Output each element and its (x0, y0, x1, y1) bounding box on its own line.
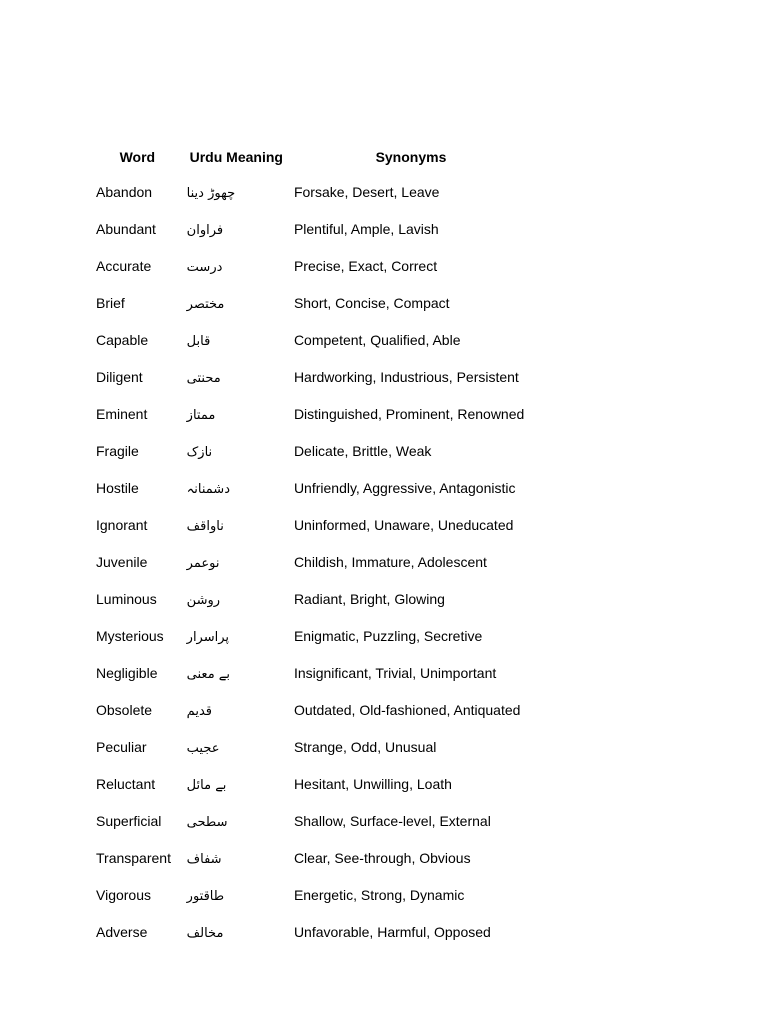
cell-word: Ignorant (96, 517, 148, 533)
cell-synonyms: Clear, See-through, Obvious (293, 850, 471, 866)
cell-urdu-meaning (183, 397, 290, 434)
urdu-text: عجیب (186, 741, 220, 756)
cell-word: Superficial (96, 813, 162, 829)
urdu-text: مختصر (186, 297, 225, 312)
cell-word: Hostile (96, 480, 139, 496)
urdu-text: بے معنی (186, 667, 231, 682)
cell-synonyms: Hardworking, Industrious, Persistent (293, 369, 519, 385)
table-row (92, 212, 532, 249)
cell-word: Vigorous (96, 887, 152, 903)
cell-synonyms: Shallow, Surface-level, External (293, 813, 491, 829)
table-header (92, 140, 532, 175)
cell-urdu-meaning (183, 730, 290, 767)
cell-urdu-meaning (183, 212, 290, 249)
cell-synonyms: Insignificant, Trivial, Unimportant (293, 665, 497, 681)
urdu-text: روشن (186, 593, 221, 608)
cell-urdu-meaning (183, 693, 290, 730)
cell-urdu-meaning (183, 619, 290, 656)
cell-synonyms: Outdated, Old-fashioned, Antiquated (293, 702, 521, 718)
urdu-text: سطحی (186, 815, 228, 830)
cell-urdu-meaning (183, 323, 290, 360)
cell-urdu-meaning (183, 878, 290, 915)
cell-word: Negligible (96, 665, 158, 681)
table-row (92, 878, 532, 915)
cell-synonyms: Hesitant, Unwilling, Loath (293, 776, 452, 792)
table-row (92, 508, 532, 545)
cell-word: Reluctant (96, 776, 156, 792)
cell-urdu-meaning (183, 360, 290, 397)
cell-synonyms: Radiant, Bright, Glowing (293, 591, 445, 607)
table-row (92, 471, 532, 508)
cell-word: Obsolete (96, 702, 153, 718)
cell-word: Juvenile (96, 554, 148, 570)
table-row (92, 286, 532, 323)
cell-word: Luminous (96, 591, 157, 607)
header-word: Word (119, 149, 156, 165)
cell-urdu-meaning (183, 656, 290, 693)
cell-synonyms: Delicate, Brittle, Weak (293, 443, 432, 459)
cell-urdu-meaning (183, 471, 290, 508)
table-row (92, 730, 532, 767)
table-body (92, 175, 532, 952)
cell-urdu-meaning (183, 286, 290, 323)
cell-urdu-meaning (183, 841, 290, 878)
cell-synonyms: Competent, Qualified, Able (293, 332, 461, 348)
table-row (92, 175, 532, 212)
cell-word: Brief (96, 295, 125, 311)
vocabulary-table (92, 140, 532, 952)
table-row (92, 434, 532, 471)
cell-word: Accurate (96, 258, 152, 274)
table-row (92, 249, 532, 286)
cell-urdu-meaning (183, 249, 290, 286)
cell-synonyms: Short, Concise, Compact (293, 295, 450, 311)
cell-word: Abandon (96, 184, 153, 200)
table-row (92, 323, 532, 360)
table-row (92, 360, 532, 397)
urdu-text: پراسرار (186, 630, 230, 645)
table-row (92, 915, 532, 952)
table-row (92, 397, 532, 434)
urdu-text: نازک (186, 445, 213, 460)
cell-word: Transparent (96, 850, 171, 866)
cell-word: Abundant (96, 221, 156, 237)
table-row (92, 545, 532, 582)
urdu-text: ناواقف (186, 519, 224, 534)
cell-synonyms: Plentiful, Ample, Lavish (293, 221, 439, 237)
cell-synonyms: Childish, Immature, Adolescent (293, 554, 487, 570)
cell-word: Capable (96, 332, 149, 348)
cell-word: Eminent (96, 406, 148, 422)
cell-word: Mysterious (96, 628, 164, 644)
cell-word: Fragile (96, 443, 139, 459)
urdu-text: شفاف (186, 852, 222, 867)
cell-urdu-meaning (183, 545, 290, 582)
urdu-text: طاقتور (186, 889, 225, 904)
cell-synonyms: Distinguished, Prominent, Renowned (293, 406, 525, 422)
urdu-text: فراوان (186, 223, 224, 238)
table-row (92, 582, 532, 619)
cell-synonyms: Precise, Exact, Correct (293, 258, 438, 274)
table-row (92, 767, 532, 804)
urdu-text: دشمنانہ (186, 482, 230, 497)
header-row (92, 140, 532, 175)
table-row (92, 656, 532, 693)
table-row (92, 804, 532, 841)
cell-synonyms: Uninformed, Unaware, Uneducated (293, 517, 514, 533)
cell-word: Diligent (96, 369, 143, 385)
urdu-text: مخالف (186, 926, 224, 941)
cell-urdu-meaning (183, 582, 290, 619)
table-row (92, 841, 532, 878)
header-urdu-meaning: Urdu Meaning (189, 149, 283, 165)
urdu-text: نوعمر (186, 556, 220, 571)
cell-synonyms: Enigmatic, Puzzling, Secretive (293, 628, 483, 644)
urdu-text: درست (186, 260, 223, 275)
cell-urdu-meaning (183, 767, 290, 804)
table-row (92, 619, 532, 656)
cell-synonyms: Energetic, Strong, Dynamic (293, 887, 465, 903)
cell-synonyms: Strange, Odd, Unusual (293, 739, 437, 755)
urdu-text: قدیم (186, 704, 212, 719)
urdu-text: قابل (186, 334, 211, 349)
cell-synonyms: Forsake, Desert, Leave (293, 184, 440, 200)
cell-word: Peculiar (96, 739, 147, 755)
cell-synonyms: Unfriendly, Aggressive, Antagonistic (293, 480, 516, 496)
urdu-text: بے مائل (186, 778, 227, 793)
cell-synonyms: Unfavorable, Harmful, Opposed (293, 924, 491, 940)
cell-urdu-meaning (183, 915, 290, 952)
urdu-text: چھوڑ دینا (186, 186, 236, 201)
cell-urdu-meaning (183, 508, 290, 545)
cell-urdu-meaning (183, 434, 290, 471)
urdu-text: محنتی (186, 371, 221, 386)
cell-urdu-meaning (183, 175, 290, 212)
header-synonyms: Synonyms (375, 149, 447, 165)
table-row (92, 693, 532, 730)
cell-urdu-meaning (183, 804, 290, 841)
cell-word: Adverse (96, 924, 148, 940)
urdu-text: ممتاز (186, 408, 216, 423)
